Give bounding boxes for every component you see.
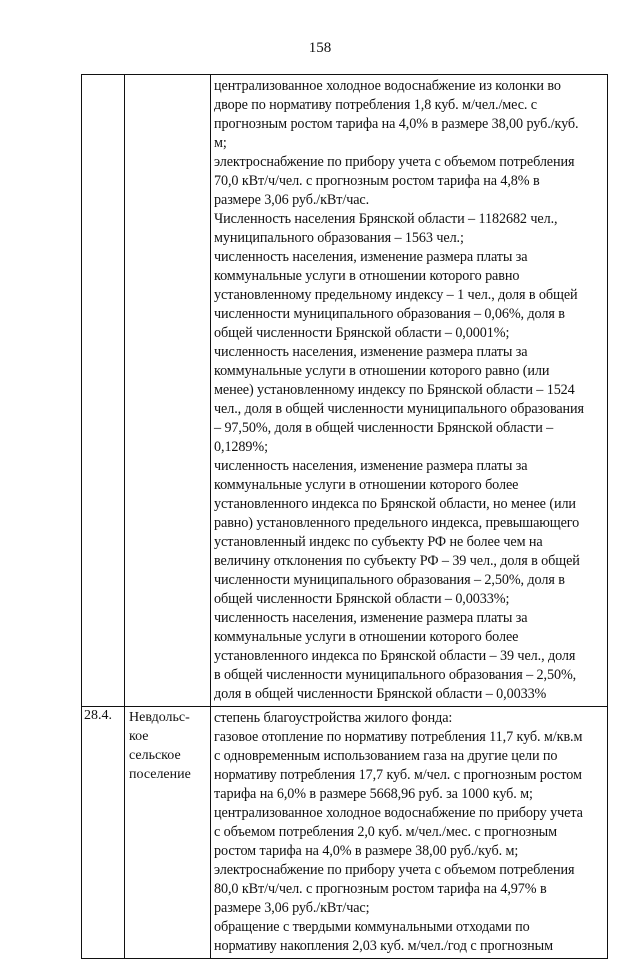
description-line: коммунальные услуги в отношении которого равно (или	[214, 363, 550, 379]
row-number-cell: 28.4.	[82, 707, 125, 959]
description-line: электроснабжение по прибору учета с объемом потребления	[214, 154, 575, 170]
description-cell	[211, 707, 608, 959]
description-line: электроснабжение по прибору учета с объемом потребления	[214, 862, 575, 878]
settlement-name-line: поселение	[129, 767, 191, 782]
description-line: коммунальные услуги в отношении которого более	[214, 629, 519, 645]
description-line: обращение с твердыми коммунальными отходами по	[214, 919, 530, 935]
description-line: с объемом потребления 2,0 куб. м/чел./мес. с прогнозным	[214, 824, 557, 840]
description-line: муниципального образования – 1563 чел.;	[214, 230, 464, 246]
settlement-name-line: Невдольс-	[129, 710, 190, 725]
description-line: степень благоустройства жилого фонда:	[214, 710, 453, 726]
description-line: установленный индекс по субъекту РФ не более чем на	[214, 534, 543, 550]
description-line: тарифа на 6,0% в размере 5668,96 руб. за 1000 куб. м;	[214, 786, 533, 802]
description-line: общей численности Брянской области – 0,0001%;	[214, 325, 510, 341]
table-row	[82, 707, 608, 959]
description-line: установленного индекса по Брянской области, но менее (или	[214, 496, 576, 512]
settlement-name-line: сельское	[129, 748, 181, 763]
row-number-cell	[82, 75, 125, 707]
description-line: ростом тарифа на 4,0% в размере 38,00 руб./куб. м;	[214, 843, 519, 859]
description-line: установленного индекса по Брянской области – 39 чел., доля	[214, 648, 576, 664]
description-line: нормативу потребления 17,7 куб. м/чел. с прогнозным ростом	[214, 767, 582, 783]
description-line: – 97,50%, доля в общей численности Брянской области –	[214, 420, 554, 436]
description-line: численность населения, изменение размера платы за	[214, 458, 528, 474]
description-cell	[211, 75, 608, 707]
description-line: коммунальные услуги в отношении которого равно	[214, 268, 520, 284]
description-line: Численность населения Брянской области – 1182682 чел.,	[214, 211, 558, 227]
description-line: чел., доля в общей численности муниципального образования	[214, 401, 584, 417]
description-line: равно) установленного предельного индекса, превышающего	[214, 515, 580, 531]
description-line: менее) установленному индексу по Брянской области – 1524	[214, 382, 575, 398]
description-line: централизованное холодное водоснабжение по прибору учета	[214, 805, 583, 821]
description-line: численность населения, изменение размера платы за	[214, 610, 528, 626]
description-line: с одновременным использованием газа на другие цели по	[214, 748, 558, 764]
description-line: величину отклонения по субъекту РФ – 39 чел., доля в общей	[214, 553, 580, 569]
description-line: централизованное холодное водоснабжение из колонки во	[214, 78, 561, 94]
settlement-name-cell	[125, 75, 211, 707]
description-line: установленному предельному индексу – 1 чел., доля в общей	[214, 287, 578, 303]
page-number: 158	[308, 40, 332, 56]
description-line: газовое отопление по нормативу потребления 11,7 куб. м/кв.м	[214, 729, 583, 745]
settlement-name-line: кое	[129, 729, 149, 744]
description-line: численность населения, изменение размера платы за	[214, 249, 528, 265]
settlement-name-cell	[125, 707, 211, 959]
description-line: дворе по нормативу потребления 1,8 куб. м/чел./мес. с	[214, 97, 537, 113]
description-line: численности муниципального образования – 2,50%, доля в	[214, 572, 565, 588]
description-line: доля в общей численности Брянской области – 0,0033%	[214, 686, 547, 702]
tariff-table	[81, 74, 608, 959]
description-line: прогнозным ростом тарифа на 4,0% в размере 38,00 руб./куб.	[214, 116, 579, 132]
table-row	[82, 75, 608, 707]
description-line: нормативу накопления 2,03 куб. м/чел./год с прогнозным	[214, 938, 553, 954]
description-line: коммунальные услуги в отношении которого более	[214, 477, 519, 493]
description-line: размере 3,06 руб./кВт/час.	[214, 192, 370, 208]
description-line: 0,1289%;	[214, 439, 268, 455]
table-body	[82, 75, 608, 959]
description-line: размере 3,06 руб./кВт/час;	[214, 900, 370, 916]
description-line: общей численности Брянской области – 0,0033%;	[214, 591, 510, 607]
description-line: м;	[214, 135, 227, 151]
description-line: численность населения, изменение размера платы за	[214, 344, 528, 360]
description-line: 70,0 кВт/ч/чел. с прогнозным ростом тарифа на 4,8% в	[214, 173, 540, 189]
description-line: в общей численности муниципального образования – 2,50%,	[214, 667, 577, 683]
description-line: 80,0 кВт/ч/чел. с прогнозным ростом тарифа на 4,97% в	[214, 881, 547, 897]
description-line: численности муниципального образования – 0,06%, доля в	[214, 306, 565, 322]
